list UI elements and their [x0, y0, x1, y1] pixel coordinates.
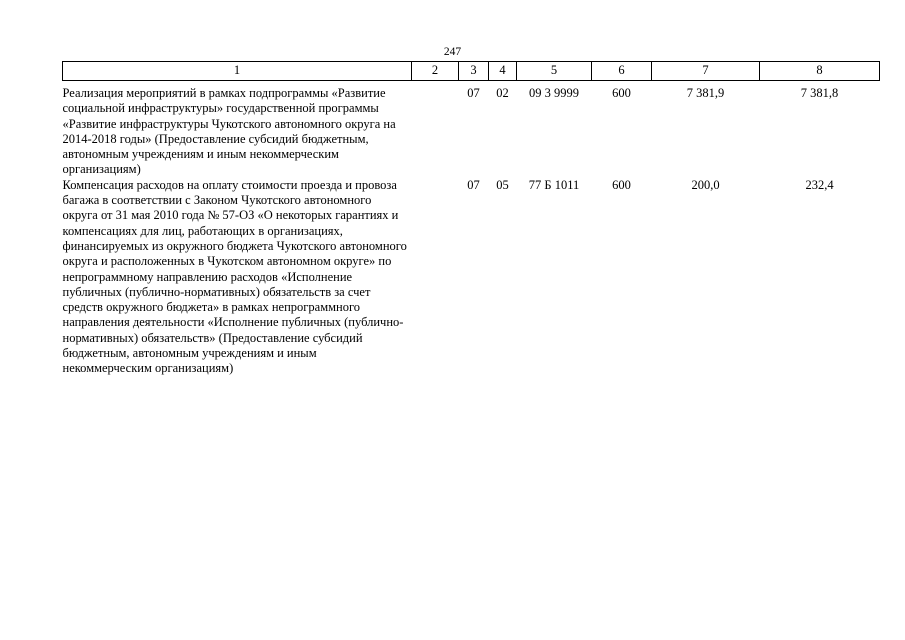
row-col-2	[412, 81, 459, 178]
row-col-7: 7 381,9	[686, 86, 725, 100]
row-description: Реализация мероприятий в рамках подпрограммы «Развитие социальной инфраструктуры» государственной программы «Развитие инфраструктуры Чукотского автономного округа на 2014-2018 годы» (Предоставление субсидий бюджетным, автономным учреждениям и иным некоммерческим организациям)	[62, 86, 396, 177]
row-col-3: 07	[467, 86, 480, 100]
budget-table	[62, 61, 880, 377]
header-col-7: 7	[652, 62, 760, 81]
page-number: 247	[443, 46, 462, 58]
row-col-6: 600	[612, 86, 631, 100]
header-col-4: 4	[489, 62, 517, 81]
header-col-1: 1	[63, 62, 412, 81]
table-row	[63, 178, 880, 377]
row-col-7: 200,0	[691, 177, 720, 192]
header-col-2: 2	[412, 62, 459, 81]
row-col-8: 232,4	[805, 177, 834, 192]
table-row	[63, 81, 880, 178]
header-row	[63, 62, 880, 81]
row-col-5: 77 Б 1011	[528, 177, 580, 192]
row-col-4: 02	[496, 86, 509, 100]
header-col-5: 5	[517, 62, 592, 81]
header-col-8: 8	[760, 62, 880, 81]
header-col-6: 6	[592, 62, 652, 81]
row-col-2	[412, 178, 459, 377]
row-col-3: 07	[467, 177, 480, 192]
header-col-3: 3	[459, 62, 489, 81]
row-col-4: 05	[496, 177, 509, 192]
row-description: Компенсация расходов на оплату стоимости проезда и провоза багажа в соответствии с Законом Чукотского автономного округа от 31 мая 2010 года № 57-ОЗ «О некоторых гарантиях и компенсациях для лиц, работающих в организациях, финансируемых из окружного бюджета Чукотского автономного округа и расположенных в Чукотском автономном округе» по непрограммному направлению расходов «Исполнение публичных (публично-нормативных) обязательств за счет средств окружного бюджета» в рамках непрограммного направления деятельности «Исполнение публичных (публично-нормативных) обязательств» (Предоставление субсидий бюджетным, автономным учреждениям и иным некоммерческим организациям)	[62, 177, 407, 376]
row-col-6: 600	[612, 177, 631, 192]
row-col-8: 7 381,8	[800, 86, 839, 100]
row-col-5: 09 3 9999	[529, 86, 579, 100]
